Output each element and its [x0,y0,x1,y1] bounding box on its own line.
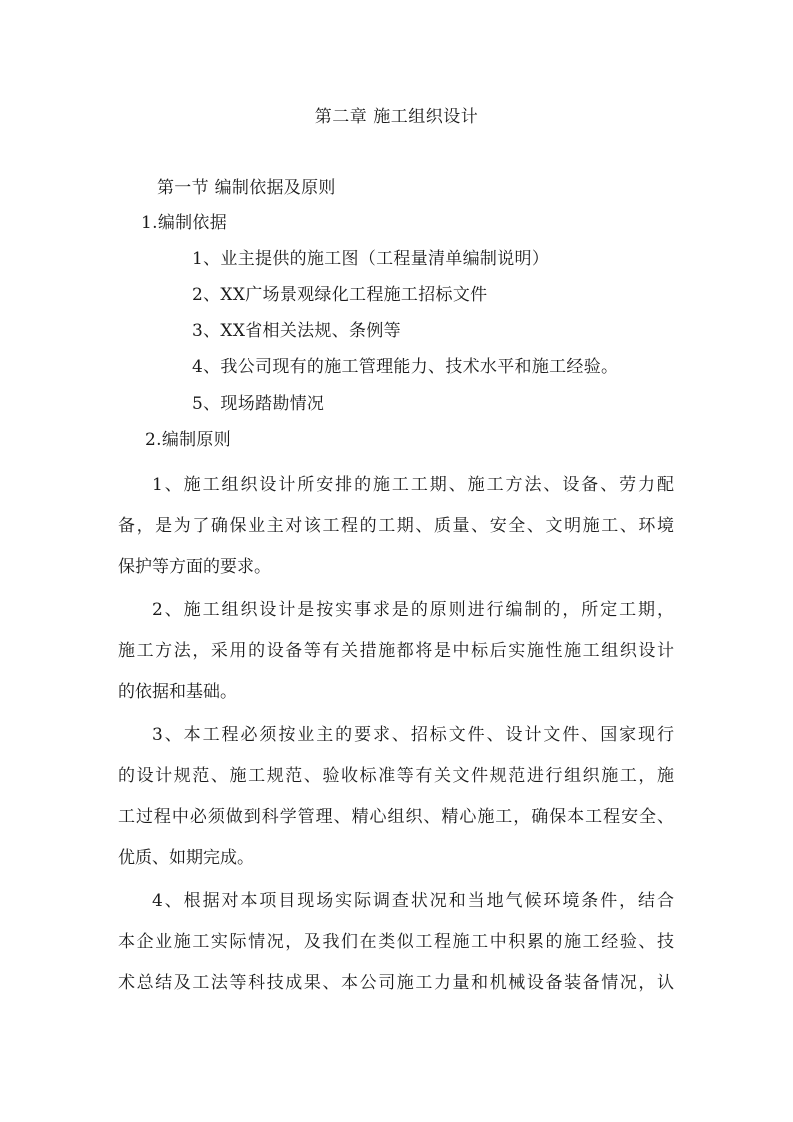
principle-paragraph-line: 术总结及工法等科技成果、本公司施工力量和机械设备装备情况，认 [118,973,674,993]
basis-heading: 1.编制依据 [141,213,228,233]
principle-paragraph-line: 优质、如期完成。 [118,848,254,868]
principle-paragraph-line: 的依据和基础。 [118,682,237,702]
basis-item: 5、现场踏勘情况 [192,394,325,414]
chapter-title: 第二章 施工组织设计 [314,107,479,127]
principles-heading: 2.编制原则 [145,430,232,450]
principle-paragraph-line: 1、施工组织设计所安排的施工工期、施工方法、设备、劳力配 [152,475,674,495]
basis-item: 1、业主提供的施工图（工程量清单编制说明） [192,249,550,269]
principle-paragraph-line: 的设计规范、施工规范、验收标准等有关文件规范进行组织施工，施 [118,766,674,786]
principle-paragraph-line: 4、根据对本项目现场实际调查状况和当地气候环境条件，结合 [152,891,674,911]
principle-paragraph-line: 施工方法，采用的设备等有关措施都将是中标后实施性施工组织设计 [118,641,674,661]
principle-paragraph-line: 本企业施工实际情况，及我们在类似工程施工中积累的施工经验、技 [118,932,674,952]
basis-item: 2、XX广场景观绿化工程施工招标文件 [192,285,488,305]
principle-paragraph-line: 2、施工组织设计是按实事求是的原则进行编制的，所定工期， [152,600,674,620]
principle-paragraph-line: 工过程中必须做到科学管理、精心组织、精心施工，确保本工程安全、 [118,807,674,827]
principle-paragraph-line: 3、本工程必须按业主的要求、招标文件、设计文件、国家现行 [152,725,674,745]
basis-item: 4、我公司现有的施工管理能力、技术水平和施工经验。 [192,357,619,377]
principle-paragraph-line: 备，是为了确保业主对该工程的工期、质量、安全、文明施工、环境 [118,516,674,536]
section-title: 第一节 编制依据及原则 [157,178,336,198]
principle-paragraph-line: 保护等方面的要求。 [118,557,271,577]
basis-item: 3、XX省相关法规、条例等 [192,321,401,341]
